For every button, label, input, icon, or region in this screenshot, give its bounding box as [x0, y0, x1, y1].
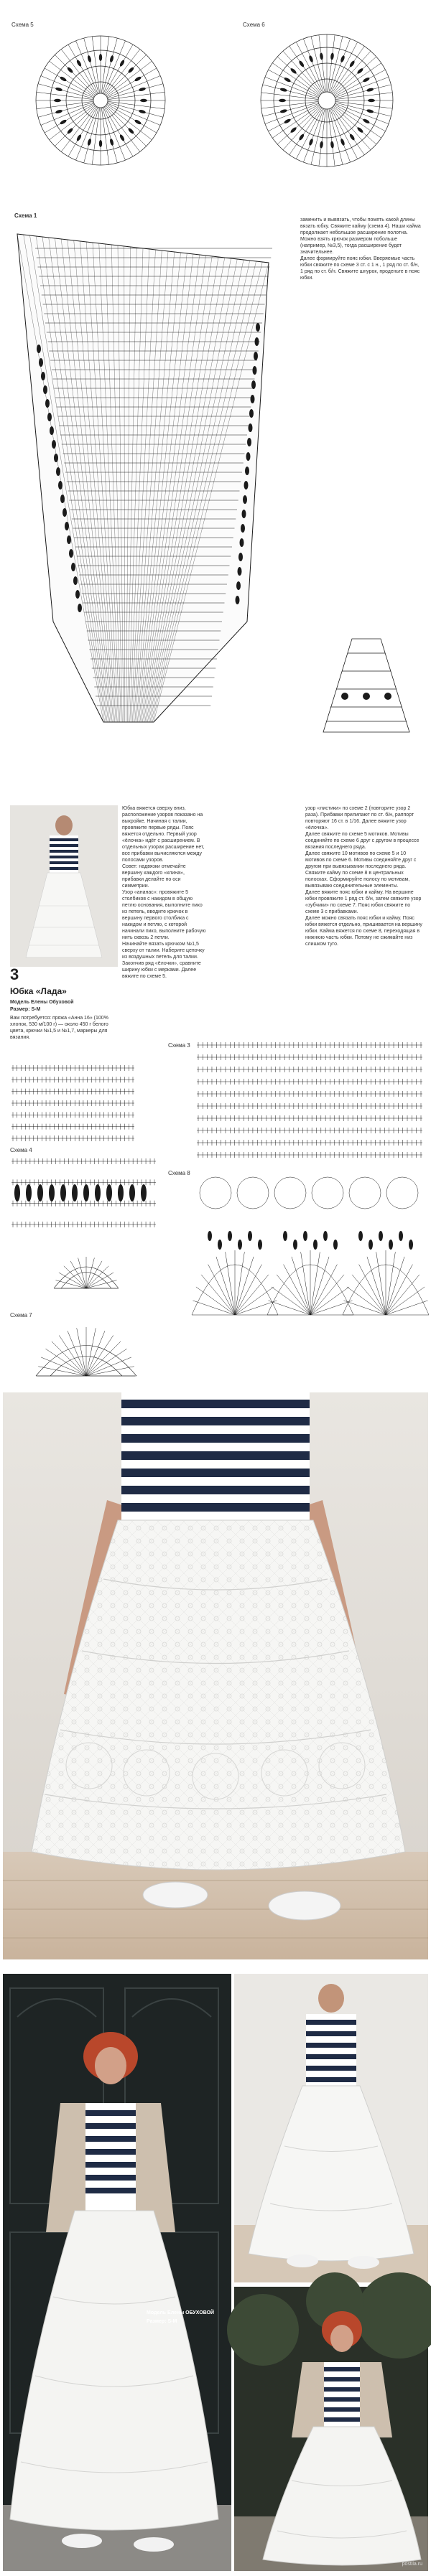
scheme-5-diagram [22, 29, 180, 172]
side-photo-bottom [234, 2287, 428, 2571]
scheme-7-motif [29, 1322, 144, 1380]
scheme-3-diagram [195, 1041, 424, 1159]
section-2-title: Юбка «Лада» [10, 986, 67, 996]
scheme-1-label: Схема 1 [14, 212, 37, 219]
scheme-7-diagram [50, 1249, 122, 1292]
skirt-schematic [316, 632, 417, 739]
section-2-materials: Вам потребуется: пряжа «Анна 16» (100% хлопок, 530 м/100 г) — около 450 г белого цвета, крючки №1,5 и №1,7, маркеры для вязания. [10, 1016, 110, 1040]
street-photo-model-credit: Модель Елены ОБУХОВОЙ [147, 2310, 215, 2315]
scheme-6-label: Схема 6 [243, 22, 265, 28]
scheme-3-label: Схема 3 [168, 1042, 190, 1049]
section-2-text-left: Юбка вяжется сверху вниз, расположение узоров показано на выкройке. Начиная с талии, провяжите первые ряды. Пояс вяжется отдельно. Первый узор «ёлочка» идёт с расширением. В отдельных узорах расширение нет, все прибавки вычисляются между полосами узоров. Совет: надвязки отмечайте вершину каждого «клина», прибавки делайте по оси симметрии. Узор «ананас»: провяжите 5 столбиков с накидом в общую петлю основания, выполните пико из петель, вводите крючок в вершину первого столбика с накидом и петлю, с которой начинали пико, выполните рабочую нить сквозь 2 петли. Начинайте вязать крючком №1,5 сверху от талии. Наберите цепочку из воздушных петель для талии. Закончив ряд «ёлочки», сравните ширину юбки с мерками. Далее вяжите по схеме 5. [122, 806, 206, 979]
street-photo-model [3, 1974, 231, 2571]
section-2-number: 3 [10, 965, 19, 983]
scheme-5-label: Схема 5 [11, 22, 34, 28]
section-2-text-right: узор «листики» по схеме 2 (повторите узор 2 раза). Прибавки прилипают по ст. б/н, раппорт повторяют 16 ст. в 1/16. Далее вяжите узор «ёлочка». Далее свяжите по схеме 5 мотиков. Мотивы соединяйте по схеме 6 друг с другом в процессе вязания последнего ряда. Далее свяжите 10 мотивов по схеме 5 и 10 мотивов по схеме 6. Мотивы соединяйте друг с другом при вывязывании последнего ряда. Свяжите кайму по схеме 8 в центральных полосках. Сформируйте полосу по мотивам, вывязываю соединительные элементы. Далее вяжите пояс юбки и кайму. На вершине юбки провяжите 1 ряд ст. б/н, затем свяжите узор «зубчики» по схеме 7. Пояс юбки свяжите по схеме 3 с прибавками. Далее можно связать пояс юбки и кайму. Пояс юбки вяжется отдельно, пришивается на вершину юбки. Кайма вяжется по схеме 8, переходящая в нижнюю часть юбки. Потому не сжимайте низ слишком туго. [305, 806, 422, 947]
street-photo-size: Размер: S-M [147, 2319, 177, 2324]
scheme-8-diagram [195, 1171, 424, 1326]
watermark: postila.ru [402, 2562, 422, 2567]
section-2-model-photo [10, 805, 118, 967]
scheme-6-diagram [244, 29, 409, 172]
side-photo-top [234, 1974, 428, 2282]
scheme-4-label: Схема 4 [10, 1147, 32, 1153]
scheme-4-diagram [10, 1157, 157, 1229]
scheme-8-label: Схема 8 [168, 1170, 190, 1176]
section-1-text: заменить и вывязать, чтобы помять какой длины вязать юбку. Свяжите кайму (схема 4). Наши кайма продолжает небольшое расширение полотна. Можно взять крючок размером побольше (например, №3,5), тогда расширение будет значительнее. Далее формируйте пояс юбки. Вверяемые часть юбки свяжите по схеме 3 ст. с 1 н., 1 ряд по ст. б/н, 1 ряд по ст. б/н. Свяжите шнурок, проденьте в пояс юбки. [300, 217, 421, 281]
scheme-2-diagram [10, 1064, 136, 1143]
scheme-1-diagram [10, 220, 297, 736]
section-2-model: Модель Елены Обуховой [10, 1000, 74, 1005]
section-2-size: Размер: S-M [10, 1007, 41, 1012]
skirt-photo-main [3, 1392, 428, 1959]
scheme-7-label: Схема 7 [10, 1312, 32, 1319]
